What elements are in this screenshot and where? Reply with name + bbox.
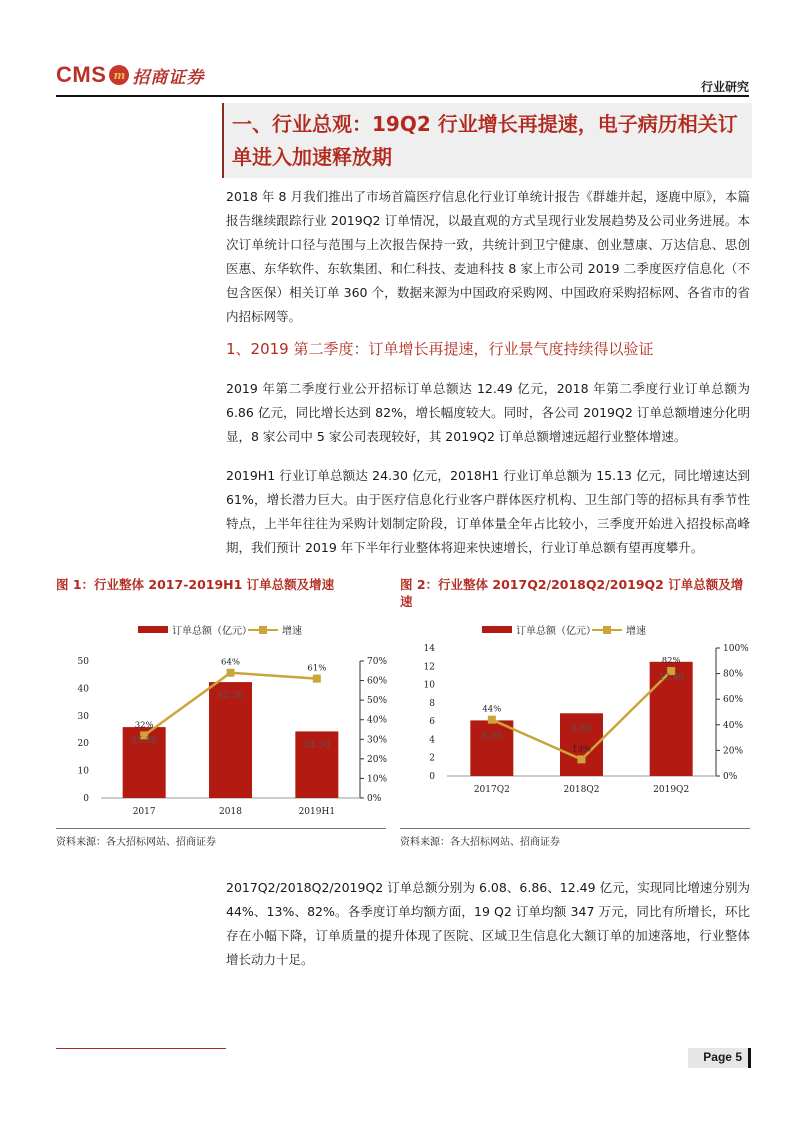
intro-paragraph: 2018 年 8 月我们推出了市场首篇医疗信息化行业订单统计报告《群雄并起，逐鹿中原》，本篇报告继续跟踪行业 2019Q2 订单情况，以最直观的方式呈现行业发展趋势及公司业务进展。本次订单统计口径与范围与上次报告保持一致，共统计到卫宁健康、创业慧康、万达信息、思创医惠、东华软件、东软集团、和仁科技、麦迪科技 8 家上市公司 2019 二季度医疗信息化（不包含医保）相关订单 360 个，数据来源为中国政府采购网、中国政府采购招标网、各省市的省内招标网等。 — [226, 189, 750, 324]
bar-value-label: 24.30 — [303, 740, 330, 751]
figure1-title: 图 1：行业整体 2017-2019H1 订单总额及增速 — [56, 577, 335, 592]
y-tick-label: 20 — [77, 739, 89, 750]
bar-value-label: 12.49 — [658, 672, 685, 683]
logo-cms-text: CMS — [56, 62, 107, 87]
legend-bar-label: 订单总额（亿元） — [172, 626, 252, 637]
figure2-divider — [400, 828, 750, 829]
y2-tick-label: 50% — [367, 696, 388, 707]
paragraph-quarterly: 2017Q2/2018Q2/2019Q2 订单总额分别为 6.08、6.86、12.49 亿元，实现同比增速分别为 44%、13%、82%。各季度订单均额方面，19 Q2 订单均额 347 万元，同比有所增长，环比存在小幅下降，订单质量的提升体现了医院、区域卫生信息化大额订单的加速落地，行业整体增长动力十足。 — [226, 880, 750, 967]
growth-point — [488, 716, 496, 724]
y-tick-label: 2 — [429, 753, 435, 764]
bar-value-label: 6.08 — [481, 731, 502, 742]
section-label: 行业研究 — [700, 80, 749, 94]
y-tick-label: 10 — [77, 766, 89, 777]
x-tick-label: 2019Q2 — [653, 785, 690, 795]
figure1-source: 资料来源：各大招标网站、招商证券 — [56, 837, 216, 848]
growth-point — [313, 675, 321, 683]
x-tick-label: 2017Q2 — [473, 785, 510, 795]
paragraph-h1: 2019H1 行业订单总额达 24.30 亿元，2018H1 行业订单总额为 15.13 亿元，同比增速达到 61%，增长潜力巨大。由于医疗信息化行业客户群体医疗机构、卫生部门等的招标具有季节性特点，上半年往往为采购计划制定阶段，订单体量全年占比较小，三季度开始进入招投标高峰期，我们预计 2019 年下半年行业整体将迎来快速增长，行业订单总额有望再度攀升。 — [226, 468, 750, 555]
y2-tick-label: 20% — [723, 746, 744, 757]
brand-logo — [56, 60, 204, 90]
legend-line-marker — [259, 626, 267, 634]
y-tick-label: 0 — [83, 794, 89, 804]
y-tick-label: 0 — [429, 772, 435, 782]
growth-value-label: 13% — [572, 744, 591, 755]
page-number-box — [688, 1048, 751, 1068]
growth-point — [227, 669, 235, 677]
y-tick-label: 8 — [429, 698, 435, 709]
legend-bar-label: 订单总额（亿元） — [516, 626, 596, 637]
x-tick-label: 2019H1 — [298, 807, 336, 817]
growth-value-label: 64% — [221, 657, 240, 668]
growth-point — [578, 755, 586, 763]
x-tick-label: 2017 — [132, 807, 156, 817]
y2-tick-label: 10% — [367, 774, 388, 785]
legend-line-label: 增速 — [282, 626, 302, 637]
y2-tick-label: 0% — [723, 772, 738, 782]
legend-line-label: 增速 — [626, 626, 646, 637]
figure1-divider — [56, 828, 386, 829]
y-tick-label: 12 — [423, 662, 435, 673]
y2-tick-label: 80% — [723, 669, 744, 680]
x-tick-label: 2018 — [219, 807, 242, 817]
y2-tick-label: 100% — [723, 644, 749, 654]
y-tick-label: 6 — [429, 717, 435, 728]
y-tick-label: 10 — [423, 680, 435, 691]
y2-tick-label: 40% — [367, 715, 388, 726]
logo-mark-icon: m — [109, 65, 129, 85]
section-title: 一、行业总观：19Q2 行业增长再提速，电子病历相关订单进入加速释放期 — [232, 112, 738, 169]
figure2-title: 图 2：行业整体 2017Q2/2018Q2/2019Q2 订单总额及增速 — [400, 577, 744, 609]
y-tick-label: 30 — [77, 711, 89, 722]
y2-tick-label: 0% — [367, 794, 382, 804]
bar-value-label: 6.86 — [571, 724, 592, 735]
bar-value-label: 25.88 — [131, 736, 158, 747]
growth-value-label: 32% — [134, 720, 154, 731]
section-title-box — [222, 103, 752, 178]
y2-tick-label: 30% — [367, 735, 388, 746]
page-number: Page 5 — [703, 1050, 742, 1064]
y2-tick-label: 20% — [367, 754, 388, 765]
bar — [470, 720, 513, 776]
paragraph-q2: 2019 年第二季度行业公开招标订单总额达 12.49 亿元，2018 年第二季度行业订单总额为 6.86 亿元，同比增长达到 82%，增长幅度较大。同时，各公司 2019Q2 订单总额增速分化明显，8 家公司中 5 家公司表现较好，其 2019Q2 订单总额增速远超行业整体增速。 — [226, 381, 750, 444]
header-divider — [56, 95, 749, 97]
footnote-divider — [56, 1048, 226, 1049]
y2-tick-label: 70% — [367, 657, 388, 667]
x-tick-label: 2018Q2 — [563, 785, 600, 795]
legend-bar-swatch — [138, 626, 168, 633]
y-tick-label: 50 — [77, 657, 89, 667]
growth-value-label: 44% — [482, 704, 502, 715]
y2-tick-label: 60% — [723, 695, 744, 706]
y-tick-label: 4 — [429, 735, 435, 746]
legend-line-marker — [603, 626, 611, 634]
subsection-title: 1、2019 第二季度：订单增长再提速，行业景气度持续得以验证 — [226, 340, 654, 358]
y-tick-label: 14 — [423, 644, 435, 654]
logo-cn-text: 招商证券 — [132, 67, 205, 88]
y2-tick-label: 60% — [367, 676, 388, 687]
chart-1 — [56, 615, 396, 825]
legend-bar-swatch — [482, 626, 512, 633]
growth-value-label: 82% — [661, 656, 681, 667]
bar-value-label: 42.30 — [217, 691, 244, 702]
figure2-source: 资料来源：各大招标网站、招商证券 — [400, 837, 560, 848]
y2-tick-label: 40% — [723, 720, 744, 731]
growth-value-label: 61% — [307, 663, 327, 674]
y-tick-label: 40 — [77, 684, 89, 695]
chart-2 — [400, 615, 750, 825]
